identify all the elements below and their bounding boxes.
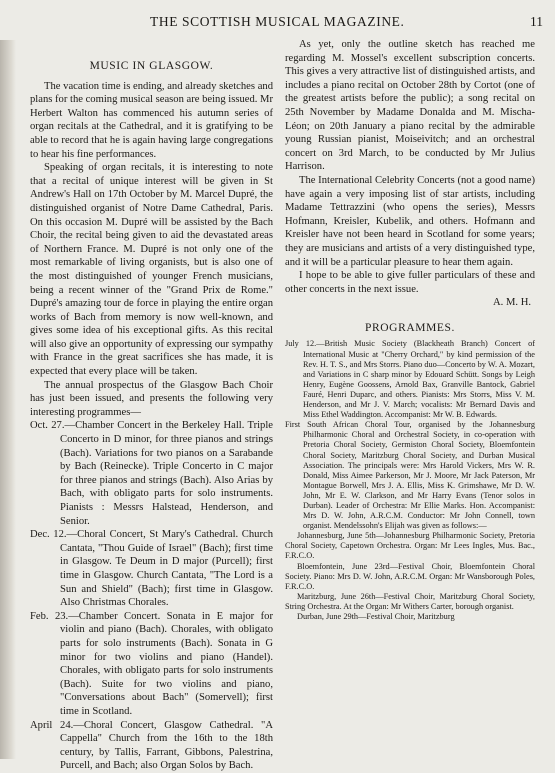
left-column [30,60,273,773]
programmes-list [285,339,535,622]
programme-sub-entry: Maritzburg, June 26th—Festival Choir, Maritzburg Choral Society, String Orchestra. At the Organ: Mr Withers Carter, borough organist. [285,591,535,611]
article-paragraph: The International Celebrity Concerts (not a good name) have again a very imposing list of star artists, including Madame Tettrazzini (who opens the series), Messrs Hofmann, Kreisler, Kubelik, and others. Hofmann and Kreisler have not been heard in Scotland for some years; they are musicians and artists of a very distinguished type, and it will be a particular pleasure to hear them again. [285,174,535,268]
programme-entry: First South African Choral Tour, organised by the Johannesburg Philharmonic Choral and Orchestral Society, in co-operation with Pretoria Choral Society, Germiston Choral Society, Bloemfontein Choral Society, Maritzburg Choral Society, and Durban Musical Association. The principals were: Mrs Harold Vickers, Mrs W. R. Donald, Miss Aimee Parkerson, Mr J. Moore, Mr Jack Paterson, Mr Montague Borwell, Mrs J. A. Ellis, Miss K. Grimshawe, Mr D. W. John, Mr E. W. Clarkson, and Mr Harry Evans (Tenor solos in Durban). Leader of Orchestra: Mr Ellie Marks. Hon. Accompanist: Mrs D. W. John, A.R.C.M. Conductor: Mr John Connell, town organist. Mendelssohn's Elijah was given as follows:— [285,420,535,531]
concert-entry: Oct. 27.—Chamber Concert in the Berkeley Hall. Triple Concerto in D minor, for three pianos and strings (Bach). Variations for two pianos on a Sarabande by Bach (Reinecke). Triple Concerto in C major for three pianos and strings (Bach). Also Arias by Bach, with obligato parts for solo instruments. Pianists : Messrs Halstead, Henderson, and Senior. [30,420,273,527]
programme-entry: July 12.—British Music Society (Blackheath Branch) Concert of International Music at "Cherry Orchard," by kind permission of the Rev. H. T. S., and Mrs Storrs. Piano duo—Concerto by W. A. Mozart, and Variations in C sharp minor by Edouard Schütt. Songs by Leigh Henry, Eugène Goossens, Arnold Bax, Granville Bantock, Gabriel Fauré, Henri Duparc, and others. Pianists: Mrs Storrs, Miss V. M. Henderson, and Mr J. V. March; vocalists: Mr Bernard Davis and Miss Ethel Waddington. Accompanist: Mr W. B. Edwards. [285,339,535,420]
concert-entry: Dec. 12.—Choral Concert, St Mary's Cathedral. Church Cantata, "Thou Guide of Israel" (Bach); first time in Glasgow. Te Deum in D major (Purcell); first time in Glasgow. Church Cantata, "The Lord is a Sun and Shield" (Bach); first time in Glasgow. Also Christmas Chorales. [30,529,273,609]
article-paragraph: I hope to be able to give fuller particulars of these and other concerts in the next issue. [285,270,535,295]
binding-gutter [0,40,16,759]
right-column [285,38,535,622]
article-paragraph: Speaking of organ recitals, it is interesting to note that a recital of unique interest will be given in St Andrew's Hall on 17th October by M. Marcel Dupré, the distinguished organist of Notre Dame Cathedral, Paris. On this occasion M. Dupré will be assisted by the Bach Choir, the recital being given to aid the devastated areas of Northern France. M. Dupré is not only one of the most remarkable of living organists, but is also one of the most distinguished of younger French musicians, being a recent winner of the "Grand Prix de Rome." Dupré's amazing tour de force in playing the entire organ works of Bach from memory is now well-known, and gives some idea of his exceptional gifts. As this recital will also give an opportunity of expressing our sympathy with France in the great sacrifices she has made, it is expected that every place will be taken. [30,162,273,378]
programme-sub-entry: Bloemfontein, June 23rd—Festival Choir, Bloemfontein Choral Society. Piano: Mrs D. W. John, A.R.C.M. Organ: Mr Wansborough Poles, F.R.C.O. [285,561,535,591]
running-title: THE SCOTTISH MUSICAL MAGAZINE. [150,14,405,29]
signature: A. M. H. [493,297,531,309]
programme-sub-entry: Johannesburg, June 5th—Johannesburg Philharmonic Society, Pretoria Choral Society, Capetown Orchestra. Organ: Mr Lees Ingles, Mus. Bac., F.R.C.O. [285,531,535,561]
article-paragraph: The vacation time is ending, and already sketches and plans for the coming musical season are being issued. Mr Herbert Walton has commenced his autumn series of organ recitals at the Cathedral, and it is gratifying to be able to record that he is again having large congregations to hear his fine performances. [30,80,274,160]
article-paragraph: The annual prospectus of the Glasgow Bach Choir has just been issued, and presents the following very interesting programmes— [30,379,273,418]
article-title: MUSIC IN GLASGOW. [89,60,214,72]
concert-entry: Feb. 23.—Chamber Concert. Sonata in E major for violin and piano (Bach). Chorales, with obligato parts for solo instruments (Bach). Sonata in G minor for two violins and piano (Handel). Chorales, with obligato parts for solo instruments (Bach). Suite for two violins and piano, "Conversations about Bach" (Somervell); first time in Scotland. [30,610,273,717]
programme-sub-entry: Durban, June 29th—Festival Choir, Maritzburg [297,612,455,621]
page-number: 11 [530,14,543,29]
programmes-title: PROGRAMMES. [365,321,455,334]
concert-entry: April 24.—Choral Concert, Glasgow Cathedral. "A Cappella" Church from the 16th to the 18th century, by Tallis, Farrant, Gibbons, Palestrina, Purcell, and Bach; also Organ Solos by Bach. [30,719,273,772]
article-paragraph: As yet, only the outline sketch has reached me regarding M. Mossel's excellent subscription concerts. This gives a very attractive list of distinguished artists, and includes a piano recital on October 28th by Cortot (one of the greatest artists before the public); a song recital on 25th November by Madame Donalda and M. Mischa-Léon; on 20th January a piano recital by the admirable young Russian pianist, Moiseivitch; and an orchestral concert on 3rd March, to be conducted by Mr Julius Harrison. [285,39,535,173]
